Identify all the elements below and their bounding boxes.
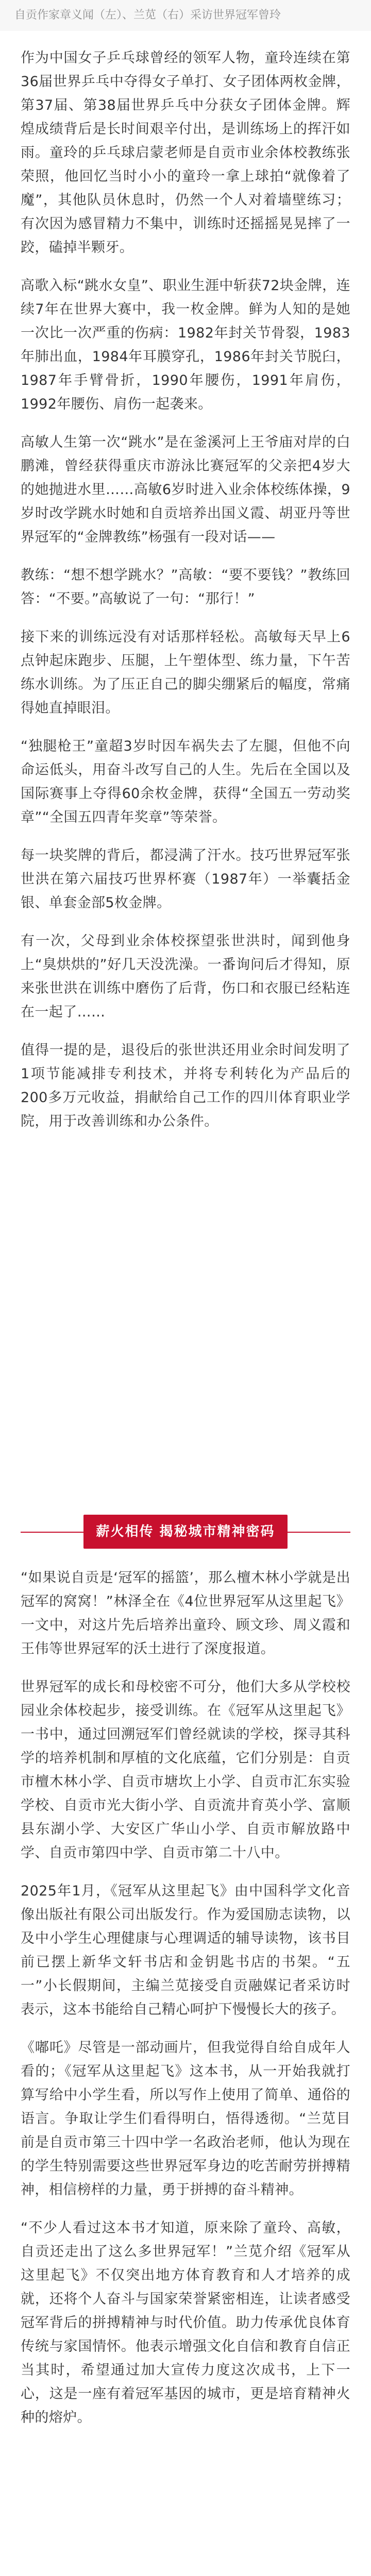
section-header: [0, 1515, 371, 1549]
paragraph: 教练：“想不想学跳水？”高敏：“要不要钱？”教练回答：“不要。”高敏说了一句：“那行！”: [21, 567, 350, 607]
paragraph: 高敏人生第一次“跳水”是在釜溪河上王爷庙对岸的白鹏滩，曾经获得重庆市游泳比赛冠军的父亲把4岁大的她抛进水里……高敏6岁时进入业余体校练体操，9岁时改学跳水时她和自贡培养出国义霞、胡亚丹等世界冠军的“金牌教练”杨强有一段对话——: [21, 434, 350, 545]
paragraph: 2025年1月，《冠军从这里起飞》由中国科学文化音像出版社有限公司出版发行。作为爱国励志读物，以及中小学生心理健康与心理调适的辅导读物，该书目前已摆上新华文轩书店和金钥匙书店的书架。“五一”小长假期间，主编兰苋接受自贡融媒记者采访时表示，这本书能给自己精心呵护下慢慢长大的孩子。: [21, 1883, 350, 2018]
article-body-bottom: [21, 1566, 350, 2444]
article-body-top: [21, 46, 350, 1148]
paragraph: “独腿枪王”童超3岁时因车祸失去了左腿，但他不向命运低头，用奋斗改写自己的人生。先后在全国以及国际赛事上夺得60余枚金牌，获得“全国五一劳动奖章”“全国五四青年奖章”等荣誉。: [21, 738, 350, 825]
paragraph: 《嘟吒》尽管是一部动画片，但我觉得自给自成年人看的；《冠军从这里起飞》这本书，从一开始我就打算写给中小学生看，所以写作上使用了简单、通俗的语言。争取让学生们看得明白，悟得透彻。“兰苋目前是自贡市第三十四中学一名政治老师，他认为现在的学生特别需要这些世界冠军身边的吃苦耐劳拼搏精神，相信榜样的力量，勇于拼搏的奋斗精神。: [21, 2040, 350, 2198]
paragraph: 接下来的训练远没有对话那样轻松。高敏每天早上6点钟起床跑步、压腿，上午塑体型、练力量，下午苦练水训练。为了压正自己的脚尖绷紧后的幅度，常痛得她直掉眼泪。: [21, 629, 350, 716]
photo-caption: 自贡作家章义闻（左）、兰苋（右）采访世界冠军曾玲: [0, 0, 371, 31]
section-title: 薪火相传 揭秘城市精神密码: [83, 1515, 287, 1549]
paragraph: 高歌入标“跳水女皇”、职业生涯中斩获72块金牌，连续7年在世界大赛中，我一枚金牌。鲜为人知的是她一次比一次严重的伤病：1982年封关节骨裂，1983年肺出血，1984年耳膜穿孔，1986年封关节脱臼，1987年手臂骨折，1990年腰伤，1991年肩伤，1992年腰伤、肩伤一起袭来。: [21, 278, 350, 412]
paragraph: 作为中国女子乒乓球曾经的领军人物，童玲连续在第36届世界乒乓中夺得女子单打、女子团体两枚金牌，第37届、第38届世界乒乓中分获女子团体金牌。辉煌成绩背后是长时间艰辛付出，是训练场上的挥汗如雨。童玲的乒乓球启蒙老师是自贡市业余体校教练张荣照，他回忆当时小小的童玲一拿上球拍“就像着了魔”，其他队员休息时，仍然一个人对着墙壁练习；有次因为感冒精力不集中，训练时还摇摇晃晃摔了一跤，磕掉半颗牙。: [21, 50, 350, 256]
paragraph: 值得一提的是，退役后的张世洪还用业余时间发明了1项节能减排专利技术，并将专利转化为产品后的200多万元收益，捐献给自己工作的四川体育职业学院，用于改善训练和办公条件。: [21, 1042, 350, 1129]
paragraph: “不少人看过这本书才知道，原来除了童玲、高敏，自贡还走出了这么多世界冠军！”兰苋介绍《冠军从这里起飞》不仅突出地方体育教育和人才培养的成就，还将个人奋斗与国家荣誉紧密相连，让读者感受冠军背后的拼搏精神与时代价值。助力传承优良体育传统与家国情怀。他表示增强文化自信和教育自信正当其时，希望通过加大宣传力度这次成书，上下一心，这是一座有着冠军基因的城市，更是培育精神火种的熔炉。: [21, 2220, 350, 2426]
paragraph: 有一次，父母到业余体校探望张世洪时，闻到他身上“臭烘烘的”好几天没洗澡。一番询问后才得知，原来张世洪在训练中磨伤了后背，伤口和衣服已经粘连在一起了……: [21, 933, 350, 1020]
paragraph: 每一块奖牌的背后，都浸满了汗水。技巧世界冠军张世洪在第六届技巧世界杯赛（1987年）一举囊括金银、单套金部5枚金牌。: [21, 848, 350, 911]
paragraph: 世界冠军的成长和母校密不可分，他们大多从学校校园业余体校起步，接受训练。在《冠军从这里起飞》一书中，通过回溯冠军们曾经就读的学校，探寻其科学的培养机制和厚植的文化底蕴，它们分别是：自贡市檀木林小学、自贡市塘坎上小学、自贡市汇东实验学校、自贡市光大街小学、自贡流井育英小学、富顺县东湖小学、大安区广华山小学、自贡市解放路中学、自贡市第四中学、自贡市第二十八中。: [21, 1679, 350, 1861]
paragraph: “如果说自贡是‘冠军的摇篮’，那么檀木林小学就是出冠军的窝窝！”林泽全在《4位世界冠军从这里起飞》一文中，对这片先后培养出童玲、顾文珍、周义霞和王伟等世界冠军的沃土进行了深度报道。: [21, 1570, 350, 1657]
